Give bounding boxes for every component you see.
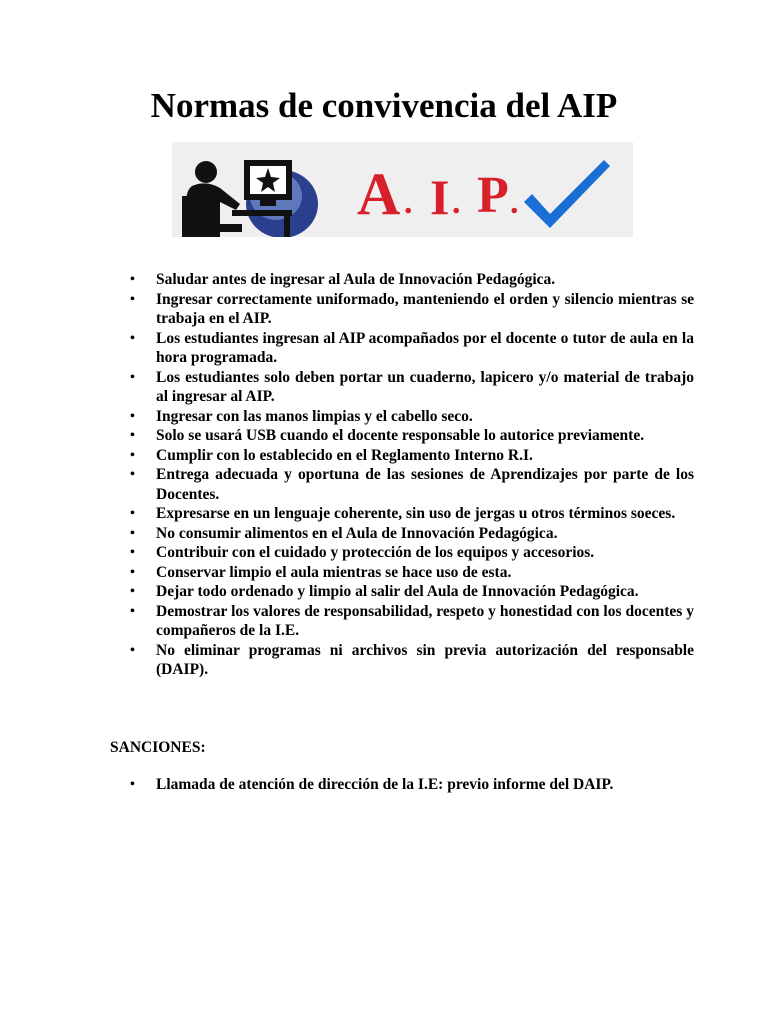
list-item: • Contribuir con el cuidado y protección de los equipos y accesorios.	[130, 543, 694, 563]
list-item: • No consumir alimentos en el Aula de Innovación Pedagógica.	[130, 524, 694, 544]
list-item: • Conservar limpio el aula mientras se hace uso de esta.	[130, 563, 694, 583]
banner-dot: .	[510, 184, 519, 221]
banner-letter-a: A	[357, 161, 401, 227]
sanctions-list	[130, 775, 694, 795]
banner-dot: .	[452, 184, 461, 221]
sanctions-heading: SANCIONES:	[110, 739, 206, 756]
banner-art	[172, 142, 633, 237]
list-item: • Cumplir con lo establecido en el Reglamento Interno R.I.	[130, 446, 694, 466]
banner-letter-i: I	[430, 169, 450, 225]
list-item: • Ingresar con las manos limpias y el cabello seco.	[130, 407, 694, 427]
list-item: • Expresarse en un lenguaje coherente, sin uso de jergas u otros términos soeces.	[130, 504, 694, 524]
list-item: • Los estudiantes solo deben portar un cuaderno, lapicero y/o material de trabajo al ingresar al AIP.	[130, 368, 694, 407]
aip-banner-logo	[172, 142, 633, 237]
list-item: • Demostrar los valores de responsabilidad, respeto y honestidad con los docentes y compañeros de la I.E.	[130, 602, 694, 641]
list-item: • Entrega adecuada y oportuna de las sesiones de Aprendizajes por parte de los Docentes.	[130, 465, 694, 504]
list-item: • Llamada de atención de dirección de la I.E: previo informe del DAIP.	[130, 775, 694, 795]
list-item: • Los estudiantes ingresan al AIP acompañados por el docente o tutor de aula en la hora programada.	[130, 329, 694, 368]
checkmark-icon	[524, 160, 610, 228]
page-title: Normas de convivencia del AIP	[150, 86, 618, 125]
list-item: • Saludar antes de ingresar al Aula de Innovación Pedagógica.	[130, 270, 694, 290]
banner-letter-p: P	[477, 167, 509, 224]
computer-user-icon	[195, 161, 217, 183]
list-item: • No eliminar programas ni archivos sin previa autorización del responsable (DAIP).	[130, 641, 694, 680]
banner-dot: .	[404, 184, 413, 221]
list-item: • Ingresar correctamente uniformado, manteniendo el orden y silencio mientras se trabaja en el AIP.	[130, 290, 694, 329]
rules-list	[130, 270, 694, 680]
list-item: • Solo se usará USB cuando el docente responsable lo autorice previamente.	[130, 426, 694, 446]
list-item: • Dejar todo ordenado y limpio al salir del Aula de Innovación Pedagógica.	[130, 582, 694, 602]
